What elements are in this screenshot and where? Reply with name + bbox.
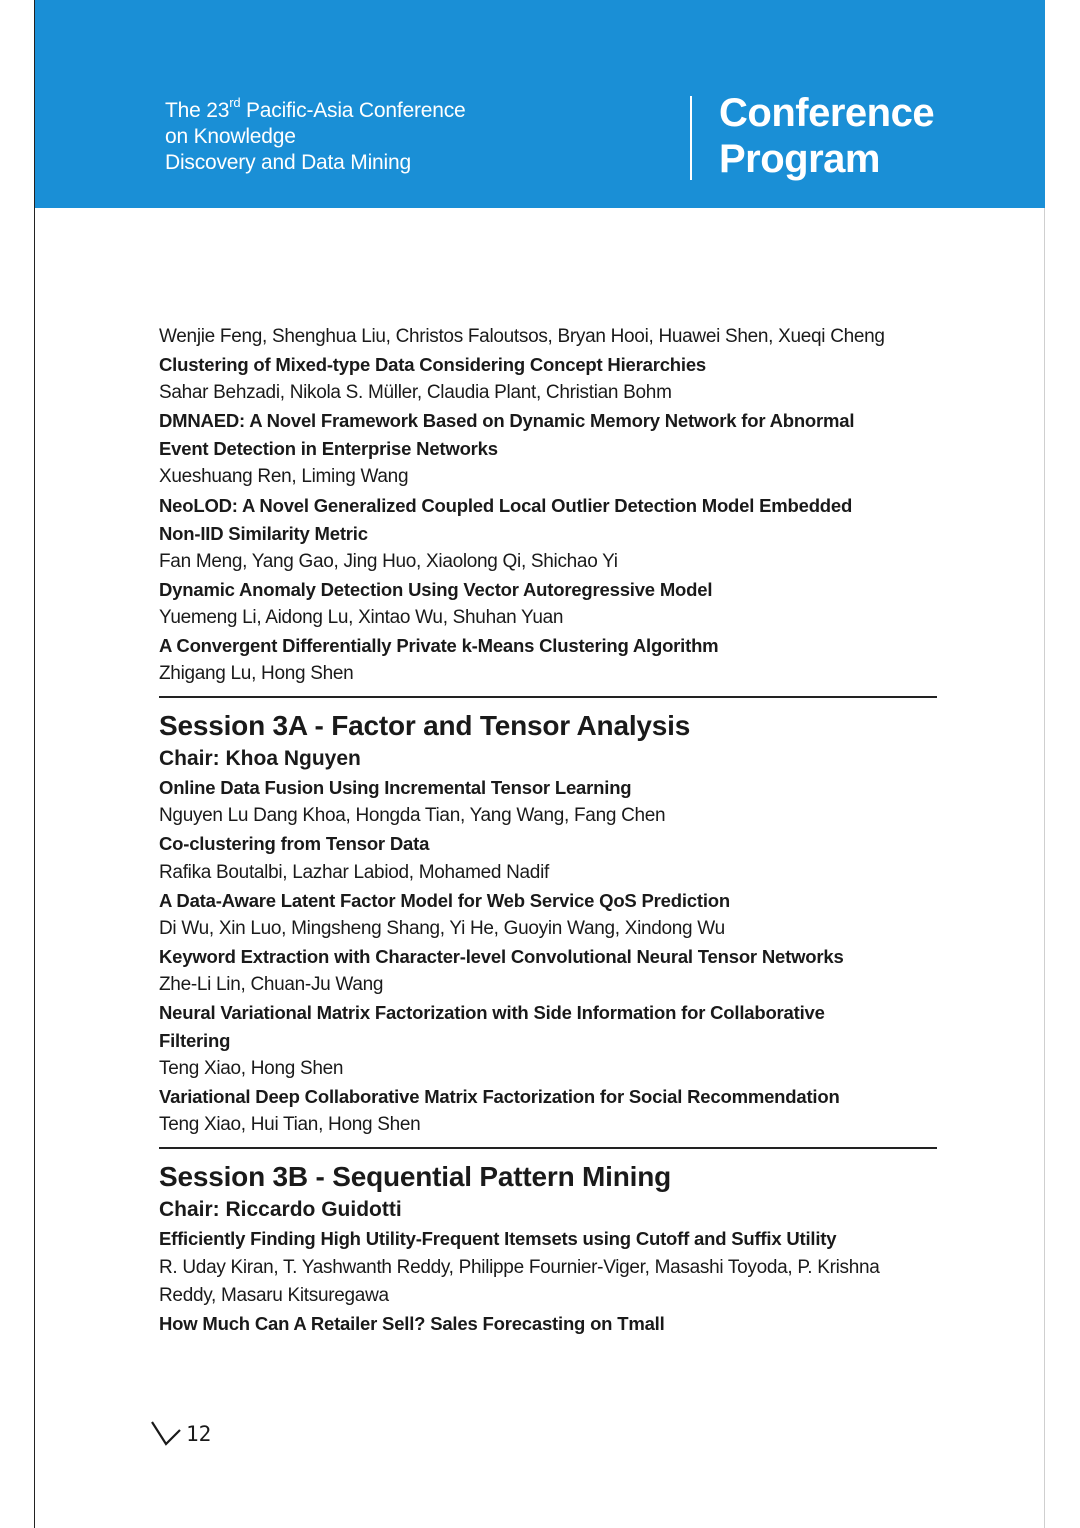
paper-authors: Nguyen Lu Dang Khoa, Hongda Tian, Yang Wang, Fang Chen [159,805,666,827]
paper-title: Filtering [159,1030,231,1052]
program-title [719,90,934,182]
conference-name-line-3: Discovery and Data Mining [165,151,411,174]
session-chair: Chair: Riccardo Guidotti [159,1198,402,1222]
program-title-line-2: Program [719,137,880,181]
session-chair: Chair: Khoa Nguyen [159,747,361,771]
paper-authors: Teng Xiao, Hong Shen [159,1058,344,1080]
paper-authors: Rafika Boutalbi, Lazhar Labiod, Mohamed Nadif [159,861,549,883]
program-title-line-1: Conference [719,91,935,135]
conference-name-line-1: The 23rd Pacific-Asia Conference [165,95,466,122]
paper-title: A Data-Aware Latent Factor Model for Web Service QoS Prediction [159,889,730,911]
paper-title: Keyword Extraction with Character-level Convolutional Neural Tensor Networks [159,945,844,967]
paper-title: Event Detection in Enterprise Networks [159,438,498,460]
paper-authors: Xueshuang Ren, Liming Wang [159,466,409,488]
chevron-down-icon [150,1418,182,1448]
paper-title: NeoLOD: A Novel Generalized Coupled Local Outlier Detection Model Embedded [159,494,853,516]
paper-title: Efficiently Finding High Utility-Frequent Itemsets using Cutoff and Suffix Utility [159,1228,837,1250]
paper-authors: Fan Meng, Yang Gao, Jing Huo, Xiaolong Qi, Shichao Yi [159,550,618,572]
paper-title: Online Data Fusion Using Incremental Tensor Learning [159,777,632,799]
session-divider [159,1147,937,1149]
program-content [159,323,949,1338]
paper-authors: Zhe-Li Lin, Chuan-Ju Wang [159,973,384,995]
paper-title: Neural Variational Matrix Factorization with Side Information for Collaborative [159,1001,825,1023]
paper-authors: Zhigang Lu, Hong Shen [159,663,354,685]
paper-authors: Wenjie Feng, Shenghua Liu, Christos Faloutsos, Bryan Hooi, Huawei Shen, Xueqi Cheng [159,326,885,347]
session-heading: Session 3A - Factor and Tensor Analysis [159,710,691,742]
session-heading: Session 3B - Sequential Pattern Mining [159,1161,672,1193]
conference-name [165,95,466,176]
paper-title: A Convergent Differentially Private k-Means Clustering Algorithm [159,635,719,657]
paper-authors: Teng Xiao, Hui Tian, Hong Shen [159,1114,421,1136]
header-divider [690,96,692,180]
paper-title: Co-clustering from Tensor Data [159,833,430,855]
paper-title: How Much Can A Retailer Sell? Sales Forecasting on Tmall [159,1312,665,1334]
paper-authors: Sahar Behzadi, Nikola S. Müller, Claudia Plant, Christian Bohm [159,382,672,404]
paper-title: Dynamic Anomaly Detection Using Vector Autoregressive Model [159,578,713,600]
paper-authors: Di Wu, Xin Luo, Mingsheng Shang, Yi He, Guoyin Wang, Xindong Wu [159,917,725,939]
paper-title: Non-IID Similarity Metric [159,522,368,544]
conference-name-line-2: on Knowledge [165,125,296,148]
page-number: 12 [186,1422,212,1446]
paper-authors: R. Uday Kiran, T. Yashwanth Reddy, Philippe Fournier-Viger, Masashi Toyoda, P. Krishna [159,1256,880,1278]
paper-title: DMNAED: A Novel Framework Based on Dynamic Memory Network for Abnormal [159,410,855,432]
session-divider [159,696,937,698]
paper-authors: Reddy, Masaru Kitsuregawa [159,1284,389,1306]
paper-authors: Yuemeng Li, Aidong Lu, Xintao Wu, Shuhan Yuan [159,606,564,628]
paper-title: Clustering of Mixed-type Data Considering Concept Hierarchies [159,354,707,376]
paper-title: Variational Deep Collaborative Matrix Factorization for Social Recommendation [159,1086,840,1108]
